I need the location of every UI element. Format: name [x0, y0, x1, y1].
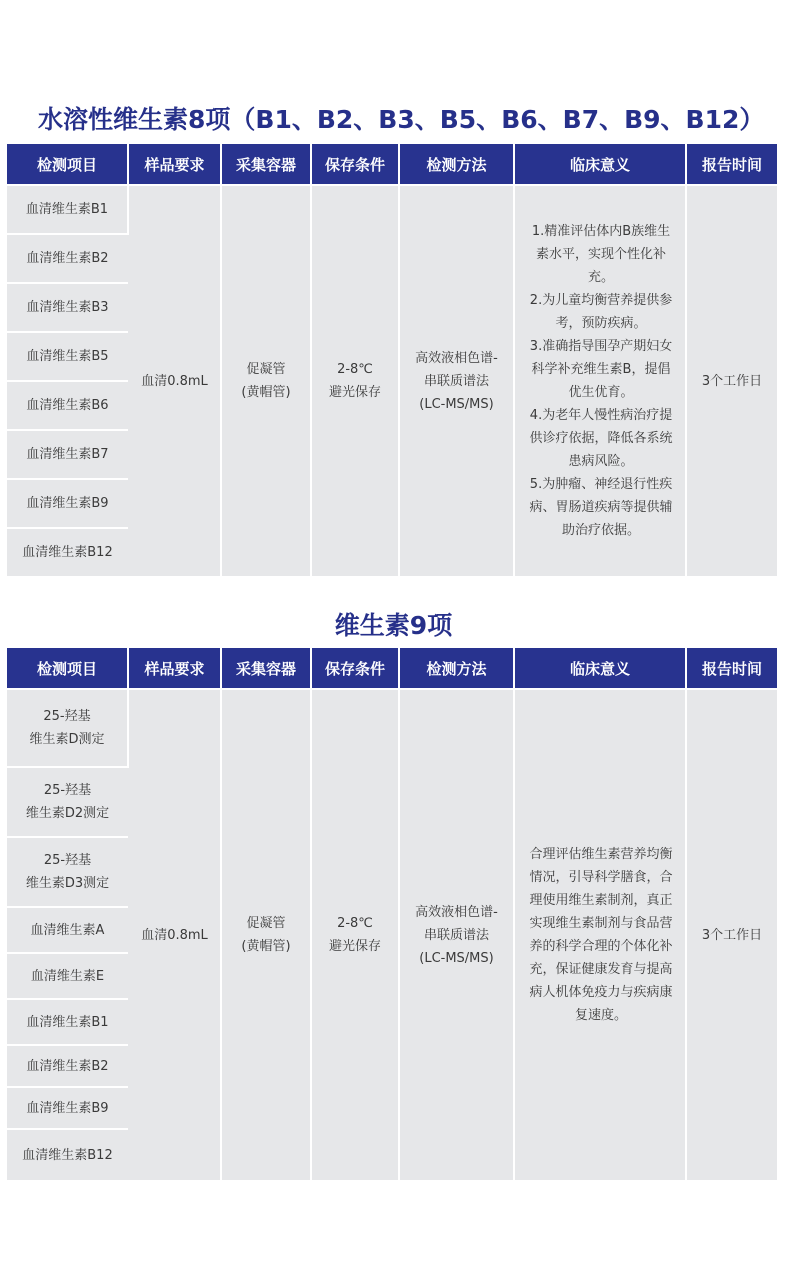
header-storage-condition: 保存条件 [311, 144, 399, 185]
test-item-cell: 血清维生素B7 [7, 430, 128, 479]
method-line-1: 高效液相色谱- [415, 350, 498, 366]
test-item-cell [7, 837, 128, 907]
header-sample-requirement: 样品要求 [128, 648, 221, 689]
test-item-line: 25-羟基 [43, 709, 91, 724]
storage-light-note: 避光保存 [328, 939, 381, 954]
container-cap-note: (黄帽管) [241, 385, 291, 400]
test-item-cell: 血清维生素B2 [7, 1045, 128, 1087]
report-time-cell: 3个工作日 [686, 689, 777, 1181]
header-collection-container: 采集容器 [221, 144, 311, 185]
test-item-cell: 血清维生素B6 [7, 381, 128, 430]
water-soluble-vitamins-table [7, 144, 777, 578]
significance-point: 3.准确指导围孕产期妇女科学补充维生素B，提倡优生优育。 [529, 339, 673, 400]
header-report-time: 报告时间 [686, 144, 777, 185]
sample-requirement-cell: 血清0.8mL [128, 185, 221, 577]
test-item-cell: 血清维生素B1 [7, 999, 128, 1045]
method-line-1: 高效液相色谱- [415, 904, 498, 920]
header-report-time: 报告时间 [686, 648, 777, 689]
method-line-2: 串联质谱法 [423, 373, 489, 389]
collection-container-cell [221, 689, 311, 1181]
clinical-significance-cell: 合理评估维生素营养均衡情况，引导科学膳食，合理使用维生素制剂，真正实现维生素制剂与食品营养的科学合理的个体化补充，保证健康发育与提高病人机体免疫力与疾病康复速度。 [514, 689, 686, 1181]
report-time-cell: 3个工作日 [686, 185, 777, 577]
test-item-cell: 血清维生素B3 [7, 283, 128, 332]
test-item-cell: 血清维生素B5 [7, 332, 128, 381]
test-item-cell: 血清维生素B9 [7, 479, 128, 528]
test-item-cell [7, 689, 128, 767]
storage-light-note: 避光保存 [328, 385, 381, 400]
significance-point: 1.精准评估体内B族维生素水平，实现个性化补充。 [531, 224, 671, 285]
test-item-cell: 血清维生素B12 [7, 1129, 128, 1181]
clinical-significance-cell [514, 185, 686, 577]
test-method-cell [399, 689, 514, 1181]
test-item-cell [7, 767, 128, 837]
header-storage-condition: 保存条件 [311, 648, 399, 689]
storage-temperature: 2-8℃ [337, 916, 373, 931]
test-item-cell: 血清维生素B1 [7, 185, 128, 234]
test-item-line: 维生素D3测定 [25, 876, 110, 891]
table-row [7, 689, 777, 767]
container-cap-note: (黄帽管) [241, 939, 291, 954]
significance-point: 4.为老年人慢性病治疗提供诊疗依据，降低各系统患病风险。 [529, 408, 673, 469]
significance-point: 2.为儿童均衡营养提供参考，预防疾病。 [529, 293, 673, 331]
table-row [7, 185, 777, 234]
header-test-item: 检测项目 [7, 648, 128, 689]
collection-container-cell [221, 185, 311, 577]
test-item-cell: 血清维生素B2 [7, 234, 128, 283]
sample-requirement-cell: 血清0.8mL [128, 689, 221, 1181]
header-test-method: 检测方法 [399, 144, 514, 185]
significance-point: 5.为肿瘤、神经退行性疾病、胃肠道疾病等提供辅助治疗依据。 [529, 477, 673, 538]
test-item-cell: 血清维生素E [7, 953, 128, 999]
header-clinical-significance: 临床意义 [514, 648, 686, 689]
test-item-line: 25-羟基 [43, 853, 92, 868]
header-test-item: 检测项目 [7, 144, 128, 185]
section-title-vitamins-9: 维生素9项 [334, 611, 453, 640]
test-item-cell: 血清维生素B12 [7, 528, 128, 577]
container-name: 促凝管 [246, 362, 286, 377]
test-item-cell: 血清维生素B9 [7, 1087, 128, 1129]
test-item-line: 维生素D测定 [29, 732, 105, 747]
vitamins-9-table [7, 648, 777, 1182]
header-collection-container: 采集容器 [221, 648, 311, 689]
storage-condition-cell [311, 185, 399, 577]
table-header-row [7, 144, 777, 185]
method-line-2: 串联质谱法 [423, 927, 489, 943]
table-header-row [7, 648, 777, 689]
section-title-water-soluble-vitamins: 水溶性维生素8项（B1、B2、B3、B5、B6、B7、B9、B12） [38, 105, 765, 134]
header-test-method: 检测方法 [399, 648, 514, 689]
storage-temperature: 2-8℃ [337, 362, 373, 377]
header-sample-requirement: 样品要求 [128, 144, 221, 185]
method-line-3: (LC-MS/MS) [419, 396, 494, 412]
method-line-3: (LC-MS/MS) [419, 950, 494, 966]
container-name: 促凝管 [246, 916, 286, 931]
test-item-line: 维生素D2测定 [25, 806, 110, 821]
header-clinical-significance: 临床意义 [514, 144, 686, 185]
test-item-cell: 血清维生素A [7, 907, 128, 953]
test-method-cell [399, 185, 514, 577]
storage-condition-cell [311, 689, 399, 1181]
test-item-line: 25-羟基 [43, 783, 92, 798]
